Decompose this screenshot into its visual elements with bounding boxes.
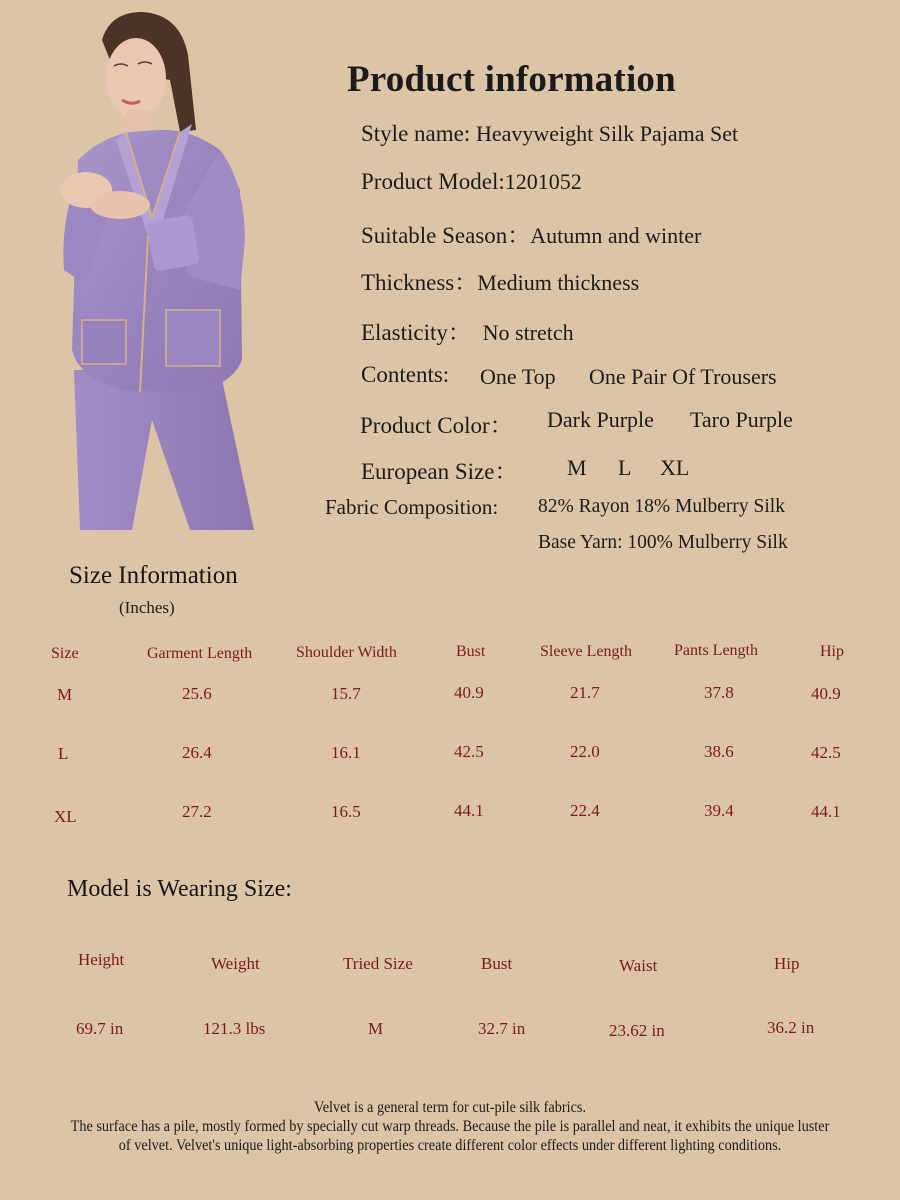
size-info-title: Size Information — [69, 562, 238, 589]
cell-sleeve-length: 22.0 — [570, 742, 600, 761]
col-shoulder-width: Shoulder Width — [296, 644, 397, 661]
spec-suitable-season — [361, 217, 701, 250]
spec-style-name — [361, 121, 738, 147]
color-dark-purple: Dark Purple — [547, 407, 654, 432]
cell-hip: 40.9 — [811, 684, 841, 703]
cell-garment-length: 25.6 — [182, 684, 212, 703]
description-line-1: Velvet is a general term for cut-pile silk fabrics. — [313, 1099, 587, 1116]
velvet-description — [64, 1098, 837, 1155]
col-height: Height — [78, 950, 125, 969]
contents-value-trousers: One Pair Of Trousers — [589, 364, 777, 389]
model-photo — [30, 0, 270, 535]
cell-sleeve-length: 22.4 — [570, 801, 600, 820]
spec-elasticity — [361, 314, 574, 347]
fabric-composition-value: 82% Rayon 18% Mulberry Silk — [538, 496, 785, 517]
cell-bust: 40.9 — [454, 683, 484, 702]
col-bust: Bust — [456, 643, 486, 660]
spec-value: Medium thickness — [477, 270, 640, 295]
spec-value: 1201052 — [504, 169, 582, 194]
spec-label: Product Model: — [361, 169, 505, 194]
value-tried-size: M — [368, 1019, 384, 1038]
model-size-title: Model is Wearing Size: — [67, 876, 292, 902]
spec-label: Product Color： — [360, 413, 513, 438]
col-size: Size — [51, 645, 79, 662]
spec-label: Style name: — [361, 121, 471, 146]
spec-label: Thickness： — [361, 270, 478, 295]
cell-bust: 44.1 — [454, 801, 484, 820]
cell-hip: 44.1 — [811, 802, 841, 821]
cell-shoulder-width: 16.5 — [331, 802, 361, 821]
cell-shoulder-width: 15.7 — [331, 684, 361, 703]
size-l: L — [618, 455, 632, 480]
cell-size: XL — [54, 807, 77, 826]
col-sleeve-length: Sleeve Length — [540, 643, 632, 660]
cell-hip: 42.5 — [811, 743, 841, 762]
spec-value: Autumn and winter — [530, 223, 702, 248]
spec-product-color — [360, 407, 513, 440]
spec-product-model — [361, 169, 582, 195]
col-waist: Waist — [619, 956, 658, 975]
color-taro-purple: Taro Purple — [690, 407, 793, 432]
cell-pants-length: 38.6 — [704, 742, 734, 761]
col-bust: Bust — [481, 954, 513, 973]
cell-garment-length: 26.4 — [182, 743, 212, 762]
size-info-unit: (Inches) — [119, 598, 175, 617]
value-hip: 36.2 in — [767, 1018, 815, 1037]
product-info-title: Product information — [347, 59, 676, 100]
spec-thickness — [361, 264, 639, 297]
col-weight: Weight — [211, 954, 260, 973]
col-garment-length: Garment Length — [147, 645, 253, 662]
cell-pants-length: 37.8 — [704, 683, 734, 702]
cell-size: L — [58, 744, 69, 763]
fabric-composition-label: Fabric Composition: — [325, 495, 499, 519]
model-illustration — [30, 0, 270, 535]
spec-value: Heavyweight Silk Pajama Set — [475, 121, 739, 146]
size-xl: XL — [660, 455, 690, 480]
spec-value: No stretch — [482, 320, 574, 345]
spec-label: European Size： — [361, 459, 518, 484]
col-hip: Hip — [774, 954, 800, 973]
cell-bust: 42.5 — [454, 742, 484, 761]
description-paragraph: The surface has a pile, mostly formed by specially cut warp threads. Because the pile is parallel and neat, it exhibits the unique luster of velvet. Velvet's unique light-absorbing properties create different color effects under different lighting conditions. — [70, 1118, 830, 1154]
size-m: M — [567, 455, 587, 480]
spec-european-size — [361, 453, 517, 486]
cell-shoulder-width: 16.1 — [331, 743, 361, 762]
cell-size: M — [57, 685, 73, 704]
contents-value-top: One Top — [480, 364, 556, 389]
value-bust: 32.7 in — [478, 1019, 526, 1038]
cell-sleeve-length: 21.7 — [570, 683, 600, 702]
value-weight: 121.3 lbs — [203, 1019, 266, 1038]
value-height: 69.7 in — [76, 1019, 124, 1038]
spec-label: Contents: — [361, 362, 450, 387]
spec-contents — [361, 362, 449, 388]
value-waist: 23.62 in — [609, 1021, 665, 1040]
cell-garment-length: 27.2 — [182, 802, 212, 821]
base-yarn-value: Base Yarn: 100% Mulberry Silk — [538, 532, 788, 553]
cell-pants-length: 39.4 — [704, 801, 734, 820]
spec-label: Suitable Season： — [361, 223, 531, 248]
col-pants-length: Pants Length — [674, 642, 758, 659]
col-tried-size: Tried Size — [343, 954, 413, 973]
spec-label: Elasticity： — [361, 320, 471, 345]
col-hip: Hip — [820, 643, 844, 660]
